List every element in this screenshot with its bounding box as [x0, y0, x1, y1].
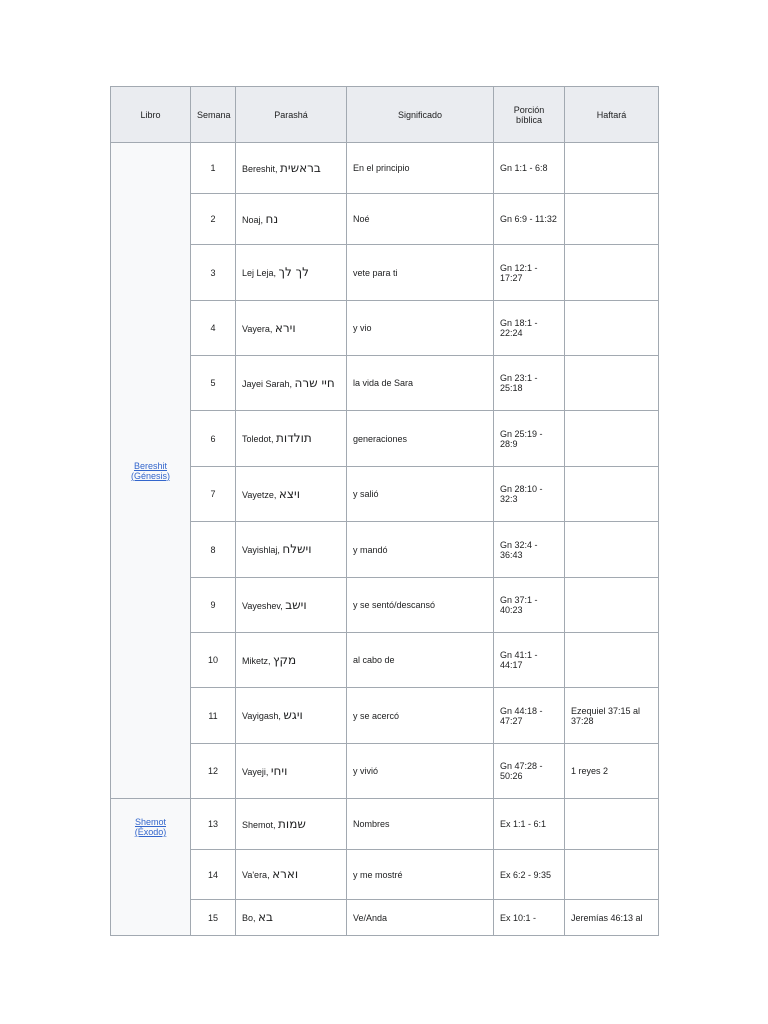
- parasha-name: Vayera,: [242, 323, 273, 334]
- week-cell: 13: [191, 799, 236, 850]
- portion-cell: Gn 25:19 - 28:9: [494, 411, 565, 467]
- haftara-cell: [565, 467, 659, 522]
- parasha-cell: [236, 633, 347, 688]
- haftara-cell: [565, 522, 659, 578]
- parasha-cell: [236, 578, 347, 633]
- parasha-name: Vayetze,: [242, 489, 277, 500]
- table-row: [111, 688, 659, 744]
- parasha-hebrew: ויחי: [270, 763, 288, 778]
- table-row: [111, 850, 659, 900]
- week-cell: 11: [191, 688, 236, 744]
- parasha-hebrew: וישלח: [282, 542, 312, 556]
- header-porcion: Porción bíblica: [494, 87, 565, 143]
- header-semana: Semana: [191, 87, 236, 143]
- haftara-cell: [565, 143, 659, 194]
- meaning-cell: y se acercó: [347, 688, 494, 744]
- table-row: [111, 356, 659, 411]
- parasha-cell: [236, 522, 347, 578]
- portion-cell: Gn 6:9 - 11:32: [494, 194, 565, 245]
- week-cell: 8: [191, 522, 236, 578]
- header-row: [111, 87, 659, 143]
- parashot-table: [110, 86, 659, 936]
- portion-cell: Gn 1:1 - 6:8: [494, 143, 565, 194]
- haftara-cell: Ezequiel 37:15 al 37:28: [565, 688, 659, 744]
- meaning-cell: generaciones: [347, 411, 494, 467]
- week-cell: 2: [191, 194, 236, 245]
- week-cell: 4: [191, 301, 236, 356]
- book-subtitle: (Éxodo): [134, 827, 167, 837]
- header-haftara: Haftará: [565, 87, 659, 143]
- parasha-name: Vayishlaj,: [242, 545, 280, 555]
- parasha-name: Toledot,: [242, 434, 274, 444]
- parasha-hebrew: בא: [258, 910, 273, 924]
- week-cell: 14: [191, 850, 236, 900]
- meaning-cell: y vivió: [347, 744, 494, 799]
- table-row: [111, 799, 659, 850]
- table-row: [111, 245, 659, 301]
- parasha-hebrew: שמות: [278, 816, 306, 831]
- parasha-cell: [236, 301, 347, 356]
- parasha-name: Vayeshev,: [242, 600, 283, 611]
- table-row: [111, 301, 659, 356]
- haftara-cell: Jeremías 46:13 al: [565, 900, 659, 936]
- parasha-hebrew: חיי שרה: [294, 375, 335, 390]
- table-row: [111, 467, 659, 522]
- book-cell: [111, 799, 191, 936]
- portion-cell: Gn 12:1 - 17:27: [494, 245, 565, 301]
- haftara-cell: [565, 850, 659, 900]
- table-row: [111, 143, 659, 194]
- week-cell: 1: [191, 143, 236, 194]
- portion-cell: Gn 37:1 - 40:23: [494, 578, 565, 633]
- parasha-cell: [236, 688, 347, 744]
- parasha-name: Va'era,: [242, 870, 270, 880]
- portion-cell: Gn 32:4 - 36:43: [494, 522, 565, 578]
- parasha-hebrew: מקץ: [273, 652, 297, 667]
- meaning-cell: la vida de Sara: [347, 356, 494, 411]
- parasha-cell: [236, 143, 347, 194]
- parasha-cell: [236, 245, 347, 301]
- haftara-cell: [565, 578, 659, 633]
- parasha-hebrew: ויצא: [278, 486, 300, 501]
- header-parasha: Parashá: [236, 87, 347, 143]
- parasha-hebrew: ויגש: [283, 708, 303, 722]
- parasha-name: Lej Leja,: [242, 268, 277, 278]
- week-cell: 15: [191, 900, 236, 936]
- parasha-cell: [236, 900, 347, 936]
- week-cell: 9: [191, 578, 236, 633]
- portion-cell: Gn 47:28 - 50:26: [494, 744, 565, 799]
- parasha-name: Vayeji,: [242, 766, 269, 777]
- parasha-hebrew: נח: [265, 211, 279, 226]
- haftara-cell: [565, 301, 659, 356]
- parasha-hebrew: תולדות: [276, 431, 312, 445]
- week-cell: 7: [191, 467, 236, 522]
- meaning-cell: Noé: [347, 194, 494, 245]
- meaning-cell: Nombres: [347, 799, 494, 850]
- parasha-name: Shemot,: [242, 819, 276, 830]
- meaning-cell: En el principio: [347, 143, 494, 194]
- table-row: [111, 411, 659, 467]
- table-row: [111, 522, 659, 578]
- meaning-cell: Ve/Anda: [347, 900, 494, 936]
- portion-cell: Gn 23:1 - 25:18: [494, 356, 565, 411]
- haftara-cell: [565, 245, 659, 301]
- book-cell: [111, 143, 191, 799]
- parasha-name: Jayei Sarah,: [242, 378, 293, 389]
- portion-cell: Ex 1:1 - 6:1: [494, 799, 565, 850]
- week-cell: 3: [191, 245, 236, 301]
- meaning-cell: y me mostré: [347, 850, 494, 900]
- parasha-cell: [236, 744, 347, 799]
- table-row: [111, 900, 659, 936]
- book-link-bereshit[interactable]: [113, 461, 188, 481]
- week-cell: 6: [191, 411, 236, 467]
- week-cell: 5: [191, 356, 236, 411]
- parasha-cell: [236, 356, 347, 411]
- table-row: [111, 578, 659, 633]
- haftara-cell: 1 reyes 2: [565, 744, 659, 799]
- parasha-cell: [236, 467, 347, 522]
- header-libro: Libro: [111, 87, 191, 143]
- haftara-cell: [565, 411, 659, 467]
- parasha-hebrew: וישב: [285, 597, 307, 612]
- portion-cell: Gn 18:1 - 22:24: [494, 301, 565, 356]
- haftara-cell: [565, 799, 659, 850]
- table-row: [111, 194, 659, 245]
- parasha-cell: [236, 411, 347, 467]
- meaning-cell: y se sentó/descansó: [347, 578, 494, 633]
- haftara-cell: [565, 356, 659, 411]
- parasha-hebrew: בראשית: [280, 160, 321, 175]
- meaning-cell: al cabo de: [347, 633, 494, 688]
- meaning-cell: y vio: [347, 301, 494, 356]
- portion-cell: Gn 41:1 - 44:17: [494, 633, 565, 688]
- parasha-cell: [236, 194, 347, 245]
- parasha-hebrew: וארא: [272, 867, 299, 881]
- haftara-cell: [565, 633, 659, 688]
- parasha-hebrew: וירא: [274, 320, 296, 335]
- portion-cell: Ex 6:2 - 9:35: [494, 850, 565, 900]
- parasha-cell: [236, 799, 347, 850]
- portion-cell: Gn 44:18 - 47:27: [494, 688, 565, 744]
- parasha-cell: [236, 850, 347, 900]
- table-row: [111, 633, 659, 688]
- book-subtitle: (Génesis): [130, 470, 170, 481]
- haftara-cell: [565, 194, 659, 245]
- parasha-name: Miketz,: [242, 655, 271, 666]
- meaning-cell: vete para ti: [347, 245, 494, 301]
- portion-cell: Ex 10:1 -: [494, 900, 565, 936]
- table-row: [111, 744, 659, 799]
- parasha-name: Noaj,: [242, 214, 264, 225]
- parasha-hebrew: לך לך: [278, 265, 309, 279]
- book-name: Bereshit: [133, 460, 168, 471]
- book-name: Shemot: [134, 817, 167, 827]
- parasha-name: Vayigash,: [242, 711, 281, 721]
- header-significado: Significado: [347, 87, 494, 143]
- portion-cell: Gn 28:10 - 32:3: [494, 467, 565, 522]
- week-cell: 10: [191, 633, 236, 688]
- meaning-cell: y salió: [347, 467, 494, 522]
- week-cell: 12: [191, 744, 236, 799]
- meaning-cell: y mandó: [347, 522, 494, 578]
- parasha-name: Bo,: [242, 913, 256, 923]
- book-link-shemot[interactable]: [113, 817, 188, 837]
- parasha-name: Bereshit,: [242, 163, 278, 174]
